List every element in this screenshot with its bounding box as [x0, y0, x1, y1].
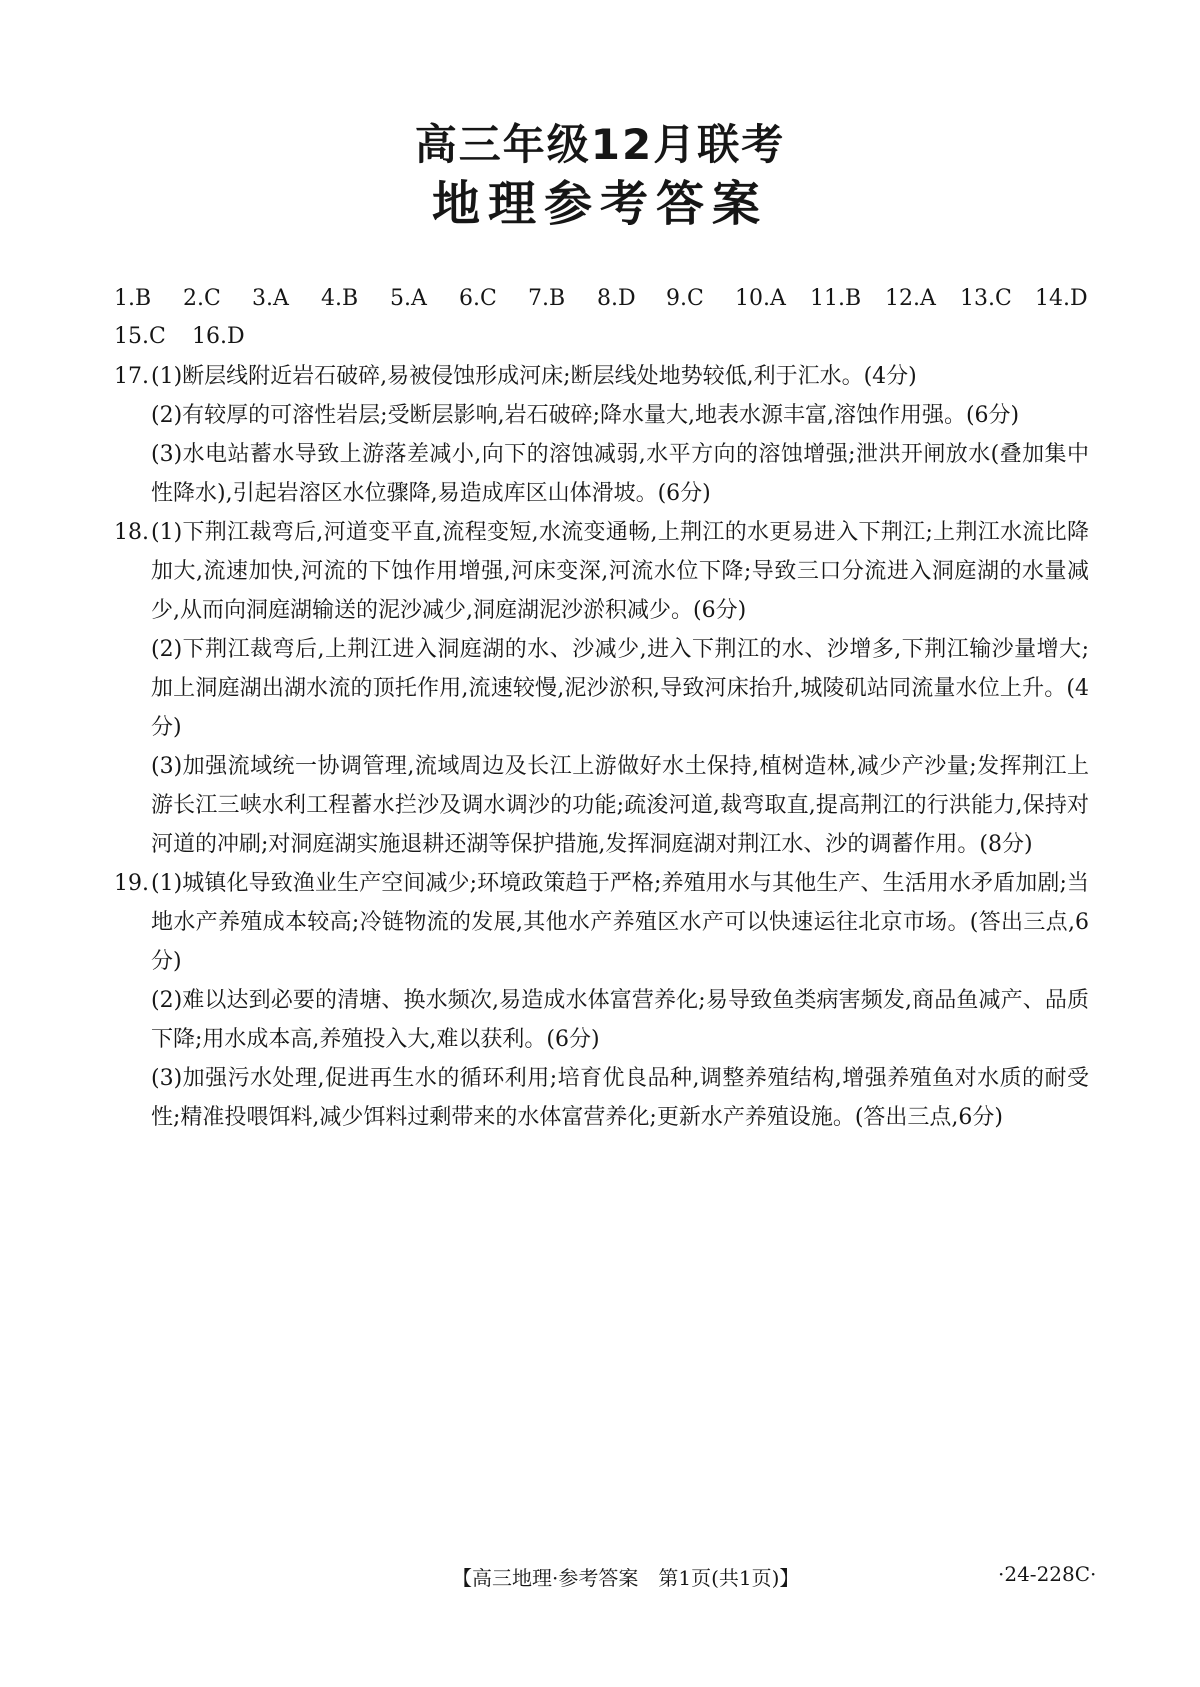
mc-answer: 9.C — [666, 285, 704, 311]
answer-part: (2)难以达到必要的清塘、换水频次,易造成水体富营养化;易导致鱼类病害频发,商品鱼减产、品质下降;用水成本高,养殖投入大,难以获利。(6分) — [151, 988, 1089, 1052]
answer-part: (3)加强流域统一协调管理,流域周边及长江上游做好水土保持,植树造林,减少产沙量;发挥荆江上游长江三峡水利工程蓄水拦沙及调水调沙的功能;疏浚河道,裁弯取直,提高荆江的行洪能力,保持对河道的冲刷;对洞庭湖实施退耕还湖等保护措施,发挥洞庭湖对荆江水、沙的调蓄作用。(8分) — [151, 754, 1089, 857]
mc-answer: 13.C — [960, 285, 1012, 311]
mc-answer: 10.A — [735, 285, 786, 311]
mc-answer: 5.A — [390, 285, 427, 311]
footer-page-info: 【高三地理·参考答案 第1页(共1页)】 — [452, 1566, 800, 1590]
question-number: 19. — [114, 871, 149, 896]
mc-answer: 11.B — [810, 285, 862, 311]
answer-part: (2)有较厚的可溶性岩层;受断层影响,岩石破碎;降水量大,地表水源丰富,溶蚀作用强。(6分) — [151, 403, 1020, 428]
answer-part: (1)下荆江裁弯后,河道变平直,流程变短,水流变通畅,上荆江的水更易进入下荆江;上荆江水流比降加大,流速加快,河流的下蚀作用增强,河床变深,河流水位下降;导致三口分流进入洞庭湖的水量减少,从而向洞庭湖输送的泥沙减少,洞庭湖泥沙淤积减少。(6分) — [151, 520, 1089, 623]
question-19 — [114, 864, 1089, 1137]
answer-part: (3)加强污水处理,促进再生水的循环利用;培育优良品种,调整养殖结构,增强养殖鱼对水质的耐受性;精准投喂饵料,减少饵料过剩带来的水体富营养化;更新水产养殖设施。(答出三点,6分) — [151, 1066, 1089, 1130]
question-17 — [114, 357, 1089, 513]
footer-document-code: ·24-228C· — [998, 1562, 1097, 1586]
mc-answer: 8.D — [597, 285, 636, 311]
mc-answer: 4.B — [321, 285, 359, 311]
mc-answer: 2.C — [183, 285, 221, 311]
mc-answers-row-2 — [114, 317, 1089, 355]
mc-answer: 12.A — [885, 285, 936, 311]
mc-answer: 6.C — [459, 285, 497, 311]
title-block — [0, 118, 1200, 236]
answer-body — [114, 279, 1089, 1137]
question-number: 18. — [114, 520, 149, 545]
question-18 — [114, 513, 1089, 864]
answer-part: (2)下荆江裁弯后,上荆江进入洞庭湖的水、沙减少,进入下荆江的水、沙增多,下荆江输沙量增大;加上洞庭湖出湖水流的顶托作用,流速较慢,泥沙淤积,导致河床抬升,城陵矶站同流量水位上升。(4分) — [151, 637, 1089, 740]
document-subtitle: 地理参考答案 — [431, 176, 768, 232]
mc-answers-row-1 — [114, 279, 1089, 317]
answer-part: (1)城镇化导致渔业生产空间减少;环境政策趋于严格;养殖用水与其他生产、生活用水矛盾加剧;当地水产养殖成本较高;冷链物流的发展,其他水产养殖区水产可以快速运往北京市场。(答出三点,6分) — [151, 871, 1089, 974]
mc-answer: 14.D — [1035, 285, 1088, 311]
document-title: 高三年级12月联考 — [414, 120, 786, 169]
mc-answer: 1.B — [114, 285, 152, 311]
mc-answer: 3.A — [252, 285, 289, 311]
mc-answer: 16.D — [192, 323, 245, 349]
answer-part: (1)断层线附近岩石破碎,易被侵蚀形成河床;断层线处地势较低,利于汇水。(4分) — [151, 364, 917, 389]
question-number: 17. — [114, 364, 149, 389]
mc-answer: 7.B — [528, 285, 566, 311]
mc-answer: 15.C — [114, 323, 166, 349]
answer-part: (3)水电站蓄水导致上游落差减小,向下的溶蚀减弱,水平方向的溶蚀增强;泄洪开闸放水(叠加集中性降水),引起岩溶区水位骤降,易造成库区山体滑坡。(6分) — [151, 442, 1089, 506]
